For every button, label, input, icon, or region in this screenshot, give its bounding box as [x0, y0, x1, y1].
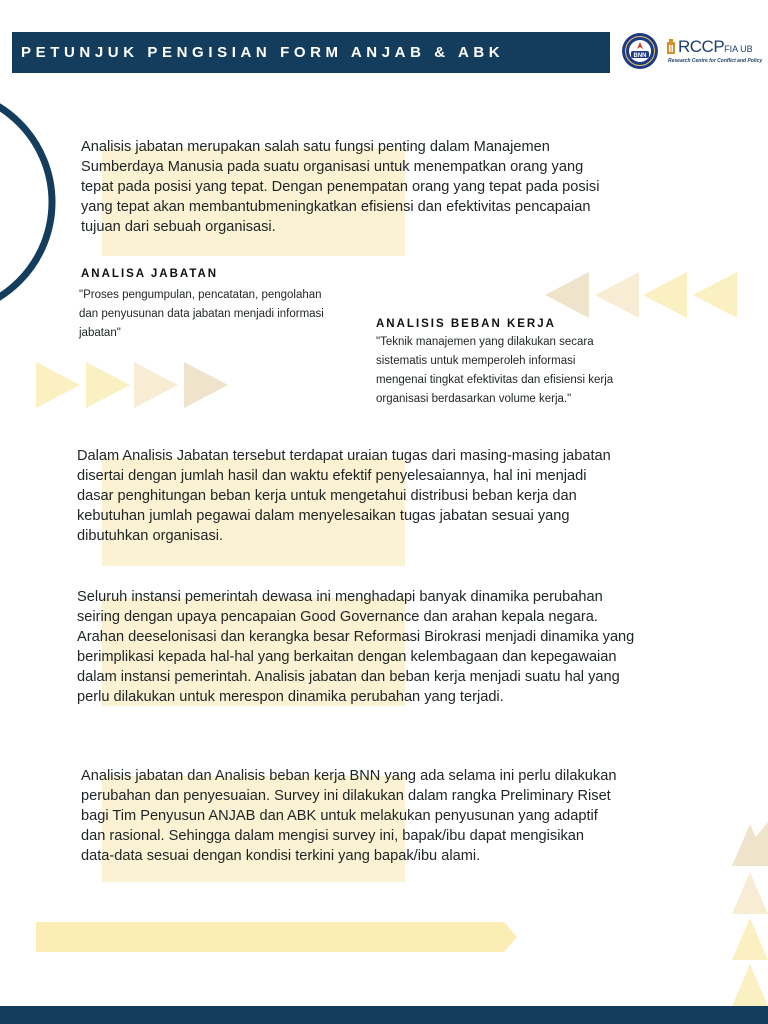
text-line: Dalam Analisis Jabatan tersebut terdapat uraian tugas dari masing-masing jabatan — [77, 448, 611, 464]
arrow-bar-decoration — [36, 922, 518, 952]
text-line: jabatan" — [79, 327, 121, 339]
text-line: bagi Tim Penyusun ANJAB dan ABK untuk melakukan penyusunan yang adaptif — [81, 808, 598, 824]
triangle-arrows-right-decoration — [34, 360, 234, 410]
text-line: yang tepat akan membantubmeningkatkan efisiensi dan efektivitas pencapaian — [81, 199, 591, 215]
text-line: sistematis untuk memperoleh informasi — [376, 355, 576, 367]
text-line: Seluruh instansi pemerintah dewasa ini menghadapi banyak dinamika perubahan — [77, 589, 603, 605]
text-line: tujuan dari sebuah organisasi. — [81, 219, 276, 235]
page-title: PETUNJUK PENGISIAN FORM ANJAB & ABK — [21, 44, 505, 61]
footer-bar — [0, 1006, 768, 1024]
triangle-stack-decoration — [730, 822, 768, 1008]
text-line: disertai dengan jumlah hasil dan waktu efektif penyelesaiannya, hal ini menjadi — [77, 468, 587, 484]
triangle-arrows-left-decoration — [543, 270, 743, 320]
circle-arc-decoration — [0, 90, 70, 320]
text-line: "Proses pengumpulan, pencatatan, pengolahan — [79, 289, 322, 301]
analisa-jabatan-definition — [79, 286, 324, 343]
rccp-building-icon — [666, 39, 676, 55]
text-line: "Teknik manajemen yang dilakukan secara — [376, 336, 594, 348]
rccp-tagline: Research Centre for Conflict and Policy — [668, 58, 763, 64]
analisa-jabatan-heading: ANALISA JABATAN — [81, 268, 219, 280]
government-dynamics-paragraph — [77, 587, 634, 707]
page-title-banner — [12, 32, 610, 73]
logo-area — [620, 30, 763, 72]
text-line: dibutuhkan organisasi. — [77, 528, 224, 544]
job-analysis-paragraph — [77, 446, 611, 546]
text-line: dasar penghitungan beban kerja untuk mengetahui distribusi beban kerja dan — [77, 488, 577, 504]
text-line: dan rasional. Sehingga dalam mengisi survey ini, bapak/ibu dapat mengisikan — [81, 828, 584, 844]
bnn-logo-icon — [621, 32, 659, 70]
bnn-logo-text: BNN — [633, 53, 647, 59]
text-line: data-data sesuai dengan kondisi terkini yang bapak/ibu alami. — [81, 848, 481, 864]
rccp-logo — [666, 35, 763, 69]
analisis-beban-kerja-heading: ANALISIS BEBAN KERJA — [376, 318, 556, 330]
text-line: mengenai tingkat efektivitas dan efisiensi kerja — [376, 374, 614, 386]
rccp-logo-text: RCCPFIA UB — [678, 37, 753, 56]
analisis-beban-kerja-definition — [376, 333, 613, 409]
text-line: Arahan deeselonisasi dan kerangka besar Reformasi Birokrasi menjadi dinamika yang — [77, 629, 635, 645]
text-line: Sumberdaya Manusia pada suatu organisasi untuk menempatkan orang yang — [81, 159, 584, 175]
survey-purpose-paragraph — [81, 766, 616, 866]
text-line: dalam instansi pemerintah. Analisis jabatan dan beban kerja menjadi suatu hal yang — [77, 669, 620, 685]
text-line: perlu dilakukan untuk merespon dinamika perubahan yang terjadi. — [77, 689, 504, 705]
text-line: perubahan dan penyesuaian. Survey ini dilakukan dalam rangka Preliminary Riset — [81, 788, 611, 804]
intro-paragraph — [81, 137, 599, 237]
text-line: tepat pada posisi yang tepat. Dengan penempatan orang yang tepat pada posisi — [81, 179, 600, 195]
text-line: organisasi berdasarkan volume kerja." — [376, 393, 572, 405]
text-line: dan penyusunan data jabatan menjadi informasi — [79, 308, 324, 320]
text-line: berimplikasi kepada hal-hal yang berkaitan dengan kelembagaan dan kepegawaian — [77, 649, 617, 665]
text-line: seiring dengan upaya pencapaian Good Governance dan arahan kepala negara. — [77, 609, 598, 625]
text-line: Analisis jabatan merupakan salah satu fungsi penting dalam Manajemen — [81, 139, 550, 155]
text-line: kebutuhan jumlah pegawai dalam menyelesaikan tugas jabatan sesuai yang — [77, 508, 570, 524]
text-line: Analisis jabatan dan Analisis beban kerja BNN yang ada selama ini perlu dilakukan — [81, 768, 617, 784]
